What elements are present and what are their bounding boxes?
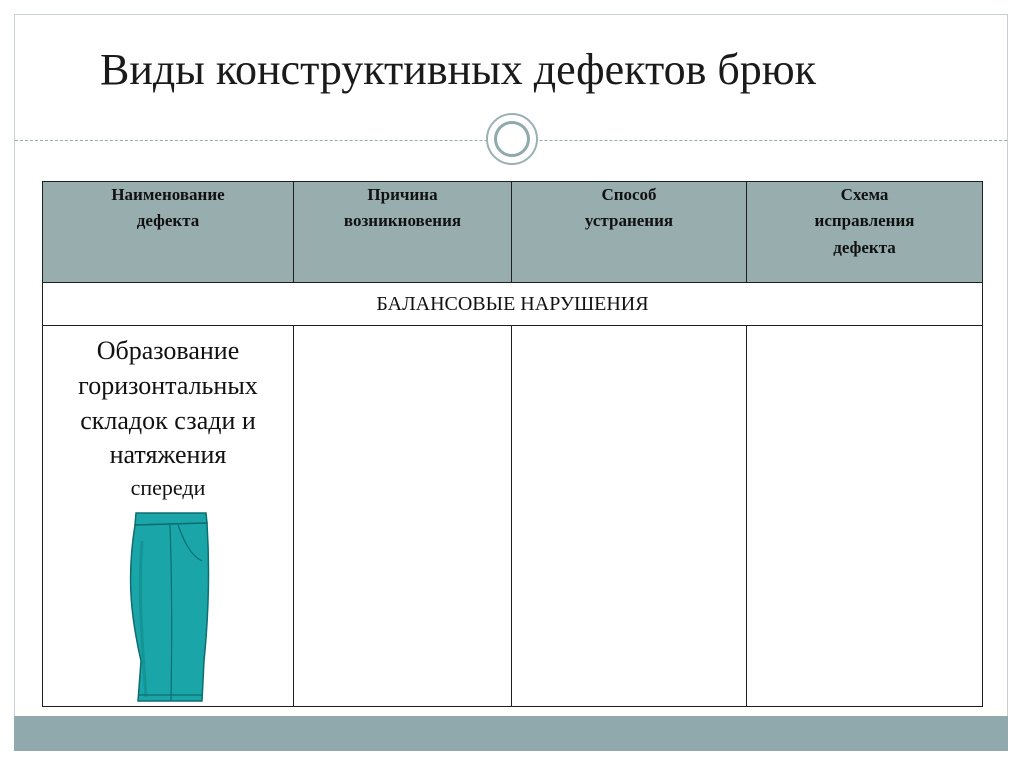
header-text-line: Способ [601,185,657,204]
defects-table [42,181,983,707]
defect-text-line: горизонтальных [78,370,258,400]
section-label: БАЛАНСОВЫЕ НАРУШЕНИЯ [43,283,983,326]
defect-text-line: натяжения [109,440,227,470]
defect-text-line: Образование [96,336,240,365]
header-defect-name [43,182,294,283]
defect-description [43,326,293,503]
header-text-line: возникновения [343,211,462,231]
defect-text-line: спереди [130,475,206,501]
header-text-line: исправления [814,211,915,231]
defect-name-cell [43,326,294,707]
header-text-line: дефекта [136,211,200,231]
cause-cell [294,326,512,707]
trousers-illustration-icon [118,511,218,703]
fix-method-cell [512,326,747,707]
header-text-line: дефекта [833,237,896,257]
ring-ornament-icon [486,113,538,165]
bottom-accent-bar [14,716,1008,751]
table-row [43,326,983,707]
fix-scheme-cell [747,326,983,707]
header-text-line: устранения [584,211,674,231]
header-cause [294,182,512,283]
slide-title: Виды конструктивных дефектов брюк [100,45,817,94]
header-text-line: Схема [840,185,889,204]
table-header-row [43,182,983,283]
section-row [43,283,983,326]
defect-text-line: складок сзади и [80,405,256,435]
header-fix-scheme [747,182,983,283]
header-text-line: Наименование [111,185,225,204]
header-fix-method [512,182,747,283]
header-text-line: Причина [367,185,438,204]
